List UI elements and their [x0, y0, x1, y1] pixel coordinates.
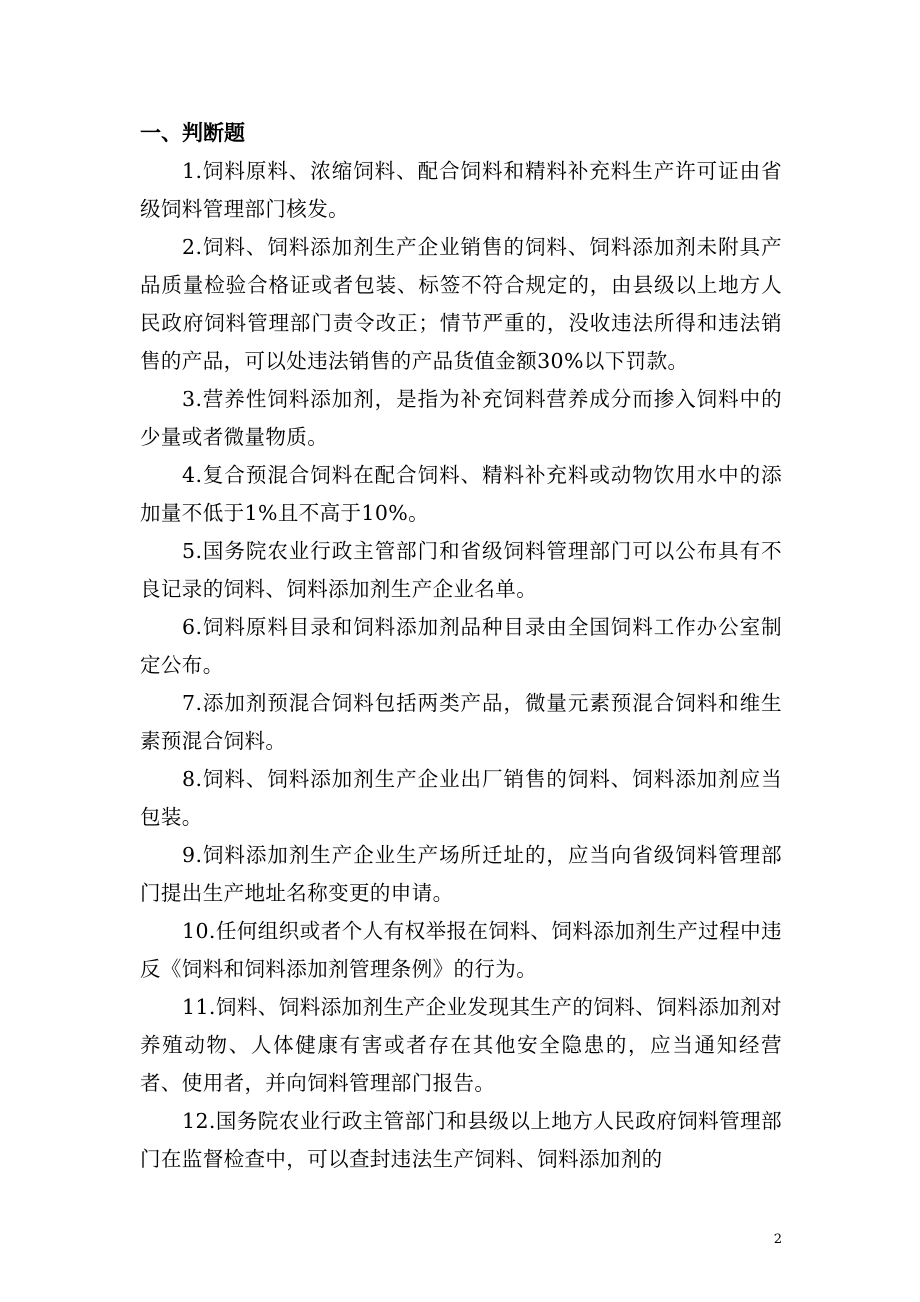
question-10: 10.任何组织或者个人有权举报在饲料、饲料添加剂生产过程中违反《饲料和饲料添加剂管理条例》的行为。 — [140, 919, 782, 981]
question-3: 3.营养性饲料添加剂，是指为补充饲料营养成分而掺入饲料中的少量或者微量物质。 — [140, 387, 782, 449]
question-8: 8.饲料、饲料添加剂生产企业出厂销售的饲料、饲料添加剂应当包装。 — [140, 767, 782, 829]
page-number: 2 — [773, 1232, 782, 1247]
question-9: 9.饲料添加剂生产企业生产场所迁址的，应当向省级饲料管理部门提出生产地址名称变更的申请。 — [140, 843, 782, 905]
question-4: 4.复合预混合饲料在配合饲料、精料补充料或动物饮用水中的添加量不低于1%且不高于10%。 — [140, 463, 782, 525]
question-5: 5.国务院农业行政主管部门和省级饲料管理部门可以公布具有不良记录的饲料、饲料添加剂生产企业名单。 — [140, 539, 782, 601]
section-title: 一、判断题 — [140, 120, 245, 145]
question-2: 2.饲料、饲料添加剂生产企业销售的饲料、饲料添加剂未附具产品质量检验合格证或者包装、标签不符合规定的，由县级以上地方人民政府饲料管理部门责令改正；情节严重的，没收违法所得和违法销售的产品，可以处违法销售的产品货值金额30%以下罚款。 — [140, 235, 782, 373]
question-6: 6.饲料原料目录和饲料添加剂品种目录由全国饲料工作办公室制定公布。 — [140, 615, 782, 677]
question-12: 12.国务院农业行政主管部门和县级以上地方人民政府饲料管理部门在监督检查中，可以查封违法生产饲料、饲料添加剂的 — [140, 1109, 782, 1171]
question-1: 1.饲料原料、浓缩饲料、配合饲料和精料补充料生产许可证由省级饲料管理部门核发。 — [140, 159, 782, 221]
document-body — [140, 114, 782, 1178]
question-11: 11.饲料、饲料添加剂生产企业发现其生产的饲料、饲料添加剂对养殖动物、人体健康有害或者存在其他安全隐患的，应当通知经营者、使用者，并向饲料管理部门报告。 — [140, 995, 782, 1095]
question-7: 7.添加剂预混合饲料包括两类产品，微量元素预混合饲料和维生素预混合饲料。 — [140, 691, 782, 753]
